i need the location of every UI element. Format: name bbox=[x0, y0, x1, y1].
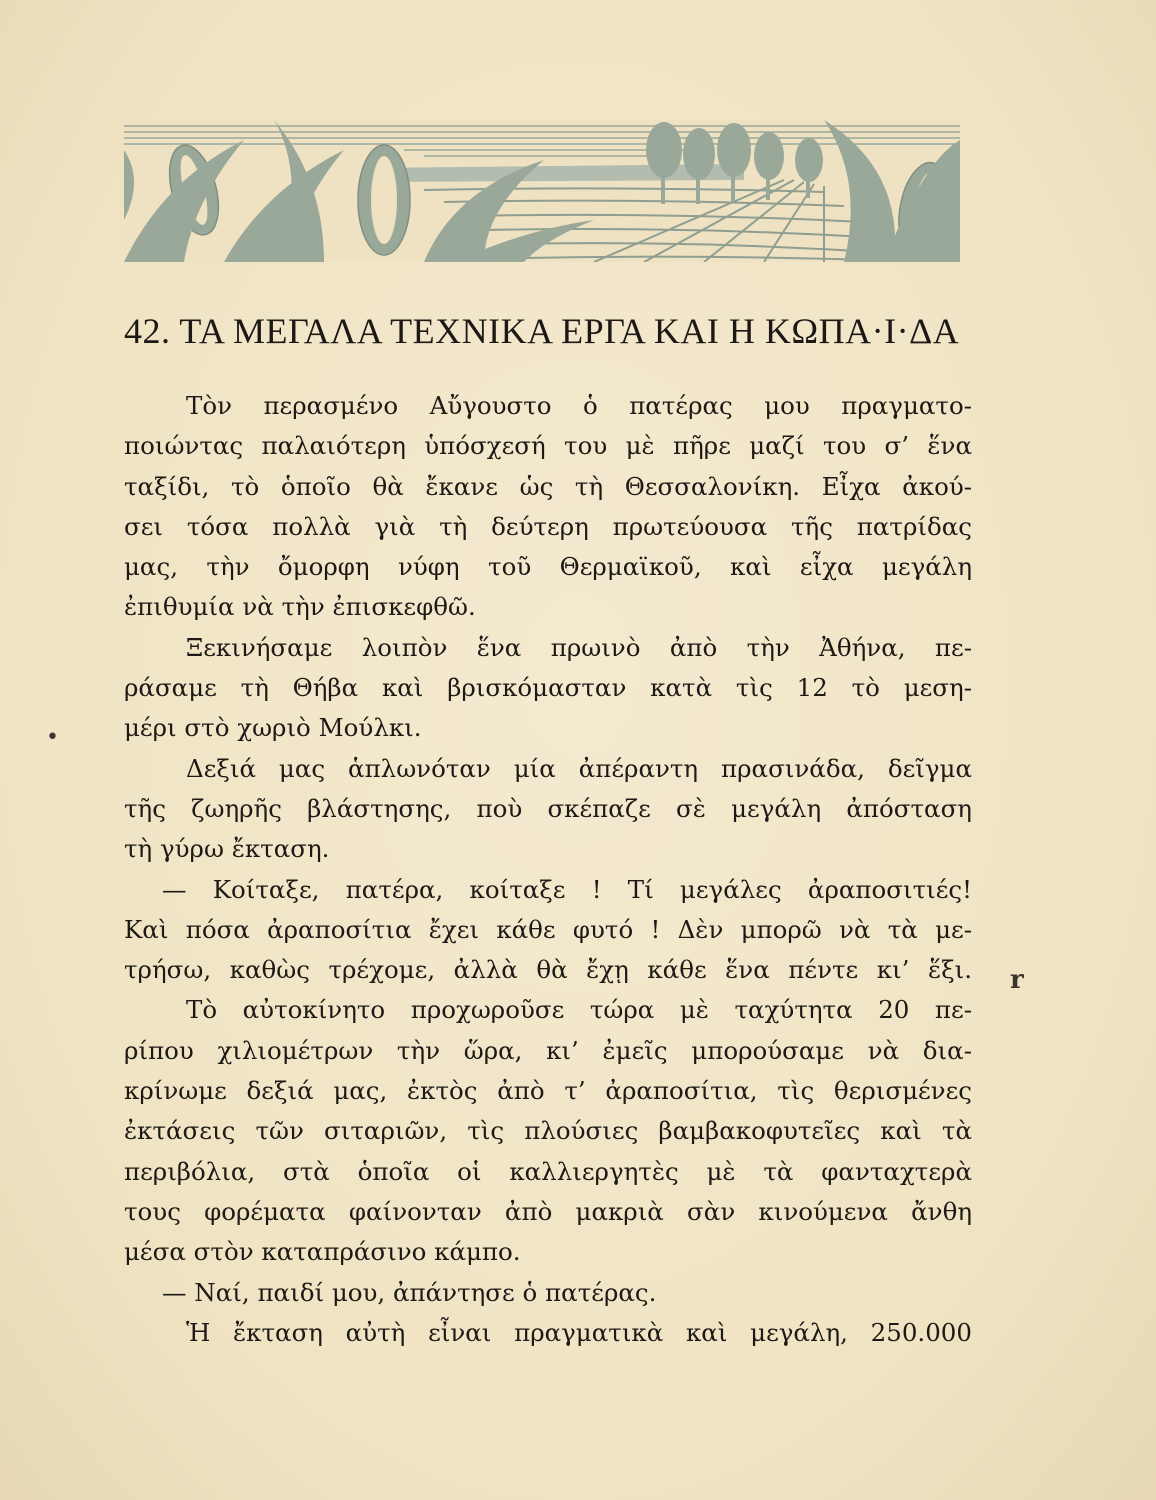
text-line: Ξεκινήσαμε λοιπὸν ἕνα πρωινὸ ἀπὸ τὴν Ἀθήνα, πε- bbox=[186, 632, 972, 662]
text-line: μέσα στὸν καταπράσινο κάμπο. bbox=[124, 1237, 521, 1267]
text-line: τῆς ζωηρῆς βλάστησης, ποὺ σκέπαζε σὲ μεγάλη ἀπόσταση bbox=[124, 793, 972, 823]
text-line: ἐπιθυμία νὰ τὴν ἐπισκεφθῶ. bbox=[124, 592, 476, 622]
text-line: τρήσω, καθὼς τρέχομε, ἀλλὰ θὰ ἔχῃ κάθε ἕνα πέντε κι’ ἕξι. bbox=[124, 955, 972, 985]
text-line: κρίνωμε δεξιά μας, ἐκτὸς ἀπὸ τ’ ἀραποσίτια, τὶς θερισμένες bbox=[124, 1076, 972, 1106]
text-line: μας, τὴν ὄμορφη νύφη τοῦ Θερμαϊκοῦ, καὶ εἶχα μεγάλη bbox=[124, 552, 972, 582]
text-line: Ἡ ἔκταση αὐτὴ εἶναι πραγματικὰ καὶ μεγάλη, 250.000 bbox=[186, 1317, 972, 1347]
text-line: ρίπου χιλιομέτρων τὴν ὥρα, κι’ ἐμεῖς μπορούσαμε νὰ δια- bbox=[124, 1035, 972, 1065]
text-line: ἐκτάσεις τῶν σιταριῶν, τὶς πλούσιες βαμβακοφυτεῖες καὶ τὰ bbox=[124, 1116, 972, 1146]
text-line: — Κοίταξε, πατέρα, κοίταξε ! Τί μεγάλες ἀραποσιτιές! bbox=[162, 874, 972, 904]
margin-mark: • bbox=[46, 725, 59, 750]
text-line: τὴ γύρω ἔκταση. bbox=[124, 834, 330, 864]
text-line: σει τόσα πολλὰ γιὰ τὴ δεύτερη πρωτεύουσα τῆς πατρίδας bbox=[124, 511, 972, 541]
text-line: ράσαμε τὴ Θήβα καὶ βρισκόμασταν κατὰ τὶς 12 τὸ μεση- bbox=[124, 673, 972, 703]
body-text bbox=[124, 386, 972, 1353]
text-line: Τὸ αὐτοκίνητο προχωροῦσε τώρα μὲ ταχύτητα 20 πε- bbox=[186, 995, 972, 1025]
chapter-title: 42. ΤΑ ΜΕΓΑΛΑ ΤΕΧΝΙΚΑ ΕΡΓΑ ΚΑΙ Η ΚΩΠΑ·Ι·ΔΑ bbox=[124, 311, 960, 351]
text-line: — Ναί, παιδί μου, ἀπάντησε ὁ πατέρας. bbox=[162, 1277, 657, 1307]
margin-mark: r bbox=[1010, 965, 1024, 995]
text-line: Τὸν περασμένο Αὔγουστο ὁ πατέρας μου πραγματο- bbox=[186, 391, 972, 420]
text-line: ποιώντας παλαιότερη ὑπόσχεσή του μὲ πῆρε μαζί του σ’ ἕνα bbox=[124, 431, 972, 461]
text-line: τους φορέματα φαίνονταν ἀπὸ μακριὰ σὰν κινούμενα ἄνθη bbox=[124, 1196, 972, 1226]
text-line: μέρι στὸ χωριὸ Μούλκι. bbox=[124, 713, 422, 743]
text-line: Δεξιά μας ἁπλωνόταν μία ἀπέραντη πρασινάδα, δεῖγμα bbox=[186, 753, 972, 783]
cornfield-banner-icon bbox=[124, 120, 960, 262]
text-line: ταξίδι, τὸ ὁποῖο θὰ ἔκανε ὡς τὴ Θεσσαλονίκη. Εἶχα ἀκού- bbox=[124, 471, 972, 501]
text-line: Καὶ πόσα ἀραποσίτια ἔχει κάθε φυτό ! Δὲν μπορῶ νὰ τὰ με- bbox=[124, 914, 972, 944]
text-line: περιβόλια, στὰ ὁποῖα οἱ καλλιεργητὲς μὲ τὰ φανταχτερὰ bbox=[124, 1156, 972, 1186]
